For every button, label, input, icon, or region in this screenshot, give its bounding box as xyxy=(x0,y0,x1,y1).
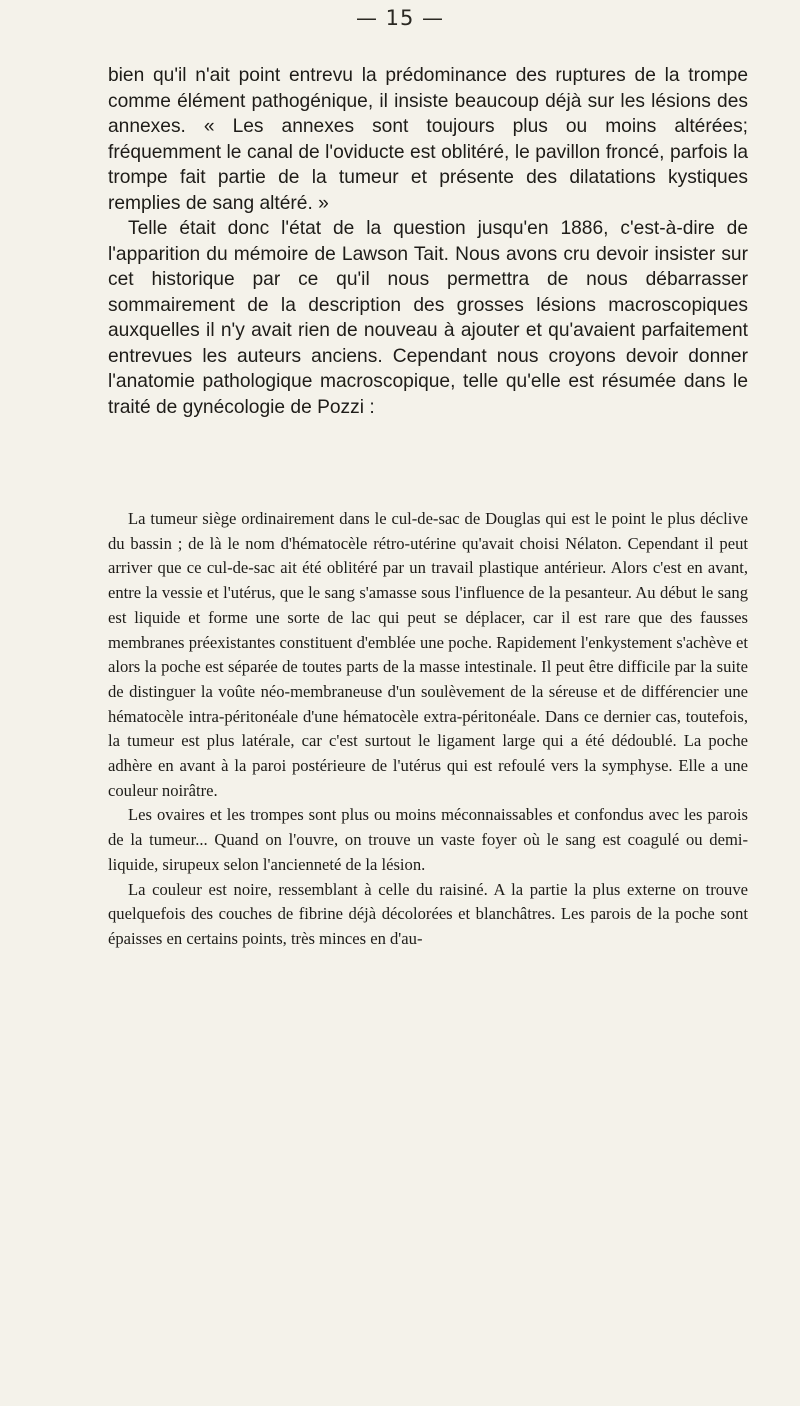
quoted-passage xyxy=(108,507,748,952)
quote-paragraph-1: La tumeur siège ordinairement dans le cul-de-sac de Douglas qui est le point le plus déclive du bassin ; de là le nom d'hématocèle rétro-utérine qu'avait choisi Nélaton. Cependant il peut arriver que ce cul-de-sac ait été oblitéré par un travail plastique antérieur. Alors c'est en avant, entre la vessie et l'utérus, que le sang s'amasse sous l'influence de la pesanteur. Au début le sang est liquide et forme une sorte de lac qui peut se déplacer, car il est rare que des fausses membranes préexistantes constituent d'emblée une poche. Rapidement l'enkystement s'achève et alors la poche est séparée de toutes parts de la masse intestinale. Il peut être difficile par la suite de distinguer la voûte néo-membraneuse d'un soulèvement de la séreuse et de différencier une hématocèle intra-péritonéale d'une hématocèle extra-péritonéale. Dans ce dernier cas, toutefois, la tumeur est plus latérale, car c'est surtout le ligament large qui a été dédoublé. La poche adhère en avant à la paroi postérieure de l'utérus qui est refoulé vers la symphyse. Elle a une couleur noirâtre. xyxy=(108,509,748,800)
body-paragraph-2: Telle était donc l'état de la question jusqu'en 1886, c'est-à-dire de l'apparition du mémoire de Lawson Tait. Nous avons cru devoir insister sur cet historique par ce qu'il nous permettra de nous débarrasser sommairement de la description des grosses lésions macroscopiques auxquelles il n'y avait rien de nouveau à ajouter et qu'avaient parfaitement entrevues les auteurs anciens. Cependant nous croyons devoir donner l'anatomie pathologique macroscopique, telle qu'elle est résumée dans le traité de gynécologie de Pozzi : xyxy=(108,218,748,418)
page-number: — 15 — xyxy=(355,6,445,30)
quote-paragraph-2: Les ovaires et les trompes sont plus ou moins méconnaissables et confondus avec les parois de la tumeur... Quand on l'ouvre, on trouve un vaste foyer où le sang est coagulé ou demi-liquide, sirupeux selon l'ancienneté de la lésion. xyxy=(108,805,748,874)
main-text-block xyxy=(108,63,748,420)
body-paragraph-1: bien qu'il n'ait point entrevu la prédominance des ruptures de la trompe comme élément pathogénique, il insiste beaucoup déjà sur les lésions des annexes. « Les annexes sont toujours plus ou moins altérées; fréquemment le canal de l'oviducte est oblitéré, le pavillon froncé, parfois la trompe fait partie de la tumeur et présente des dilatations kystiques remplies de sang altéré. » xyxy=(108,65,748,214)
quote-paragraph-3: La couleur est noire, ressemblant à celle du raisiné. A la partie la plus externe on trouve quelquefois des couches de fibrine déjà décolorées et blanchâtres. Les parois de la poche sont épaisses en certains points, très minces en d'au- xyxy=(108,879,748,948)
